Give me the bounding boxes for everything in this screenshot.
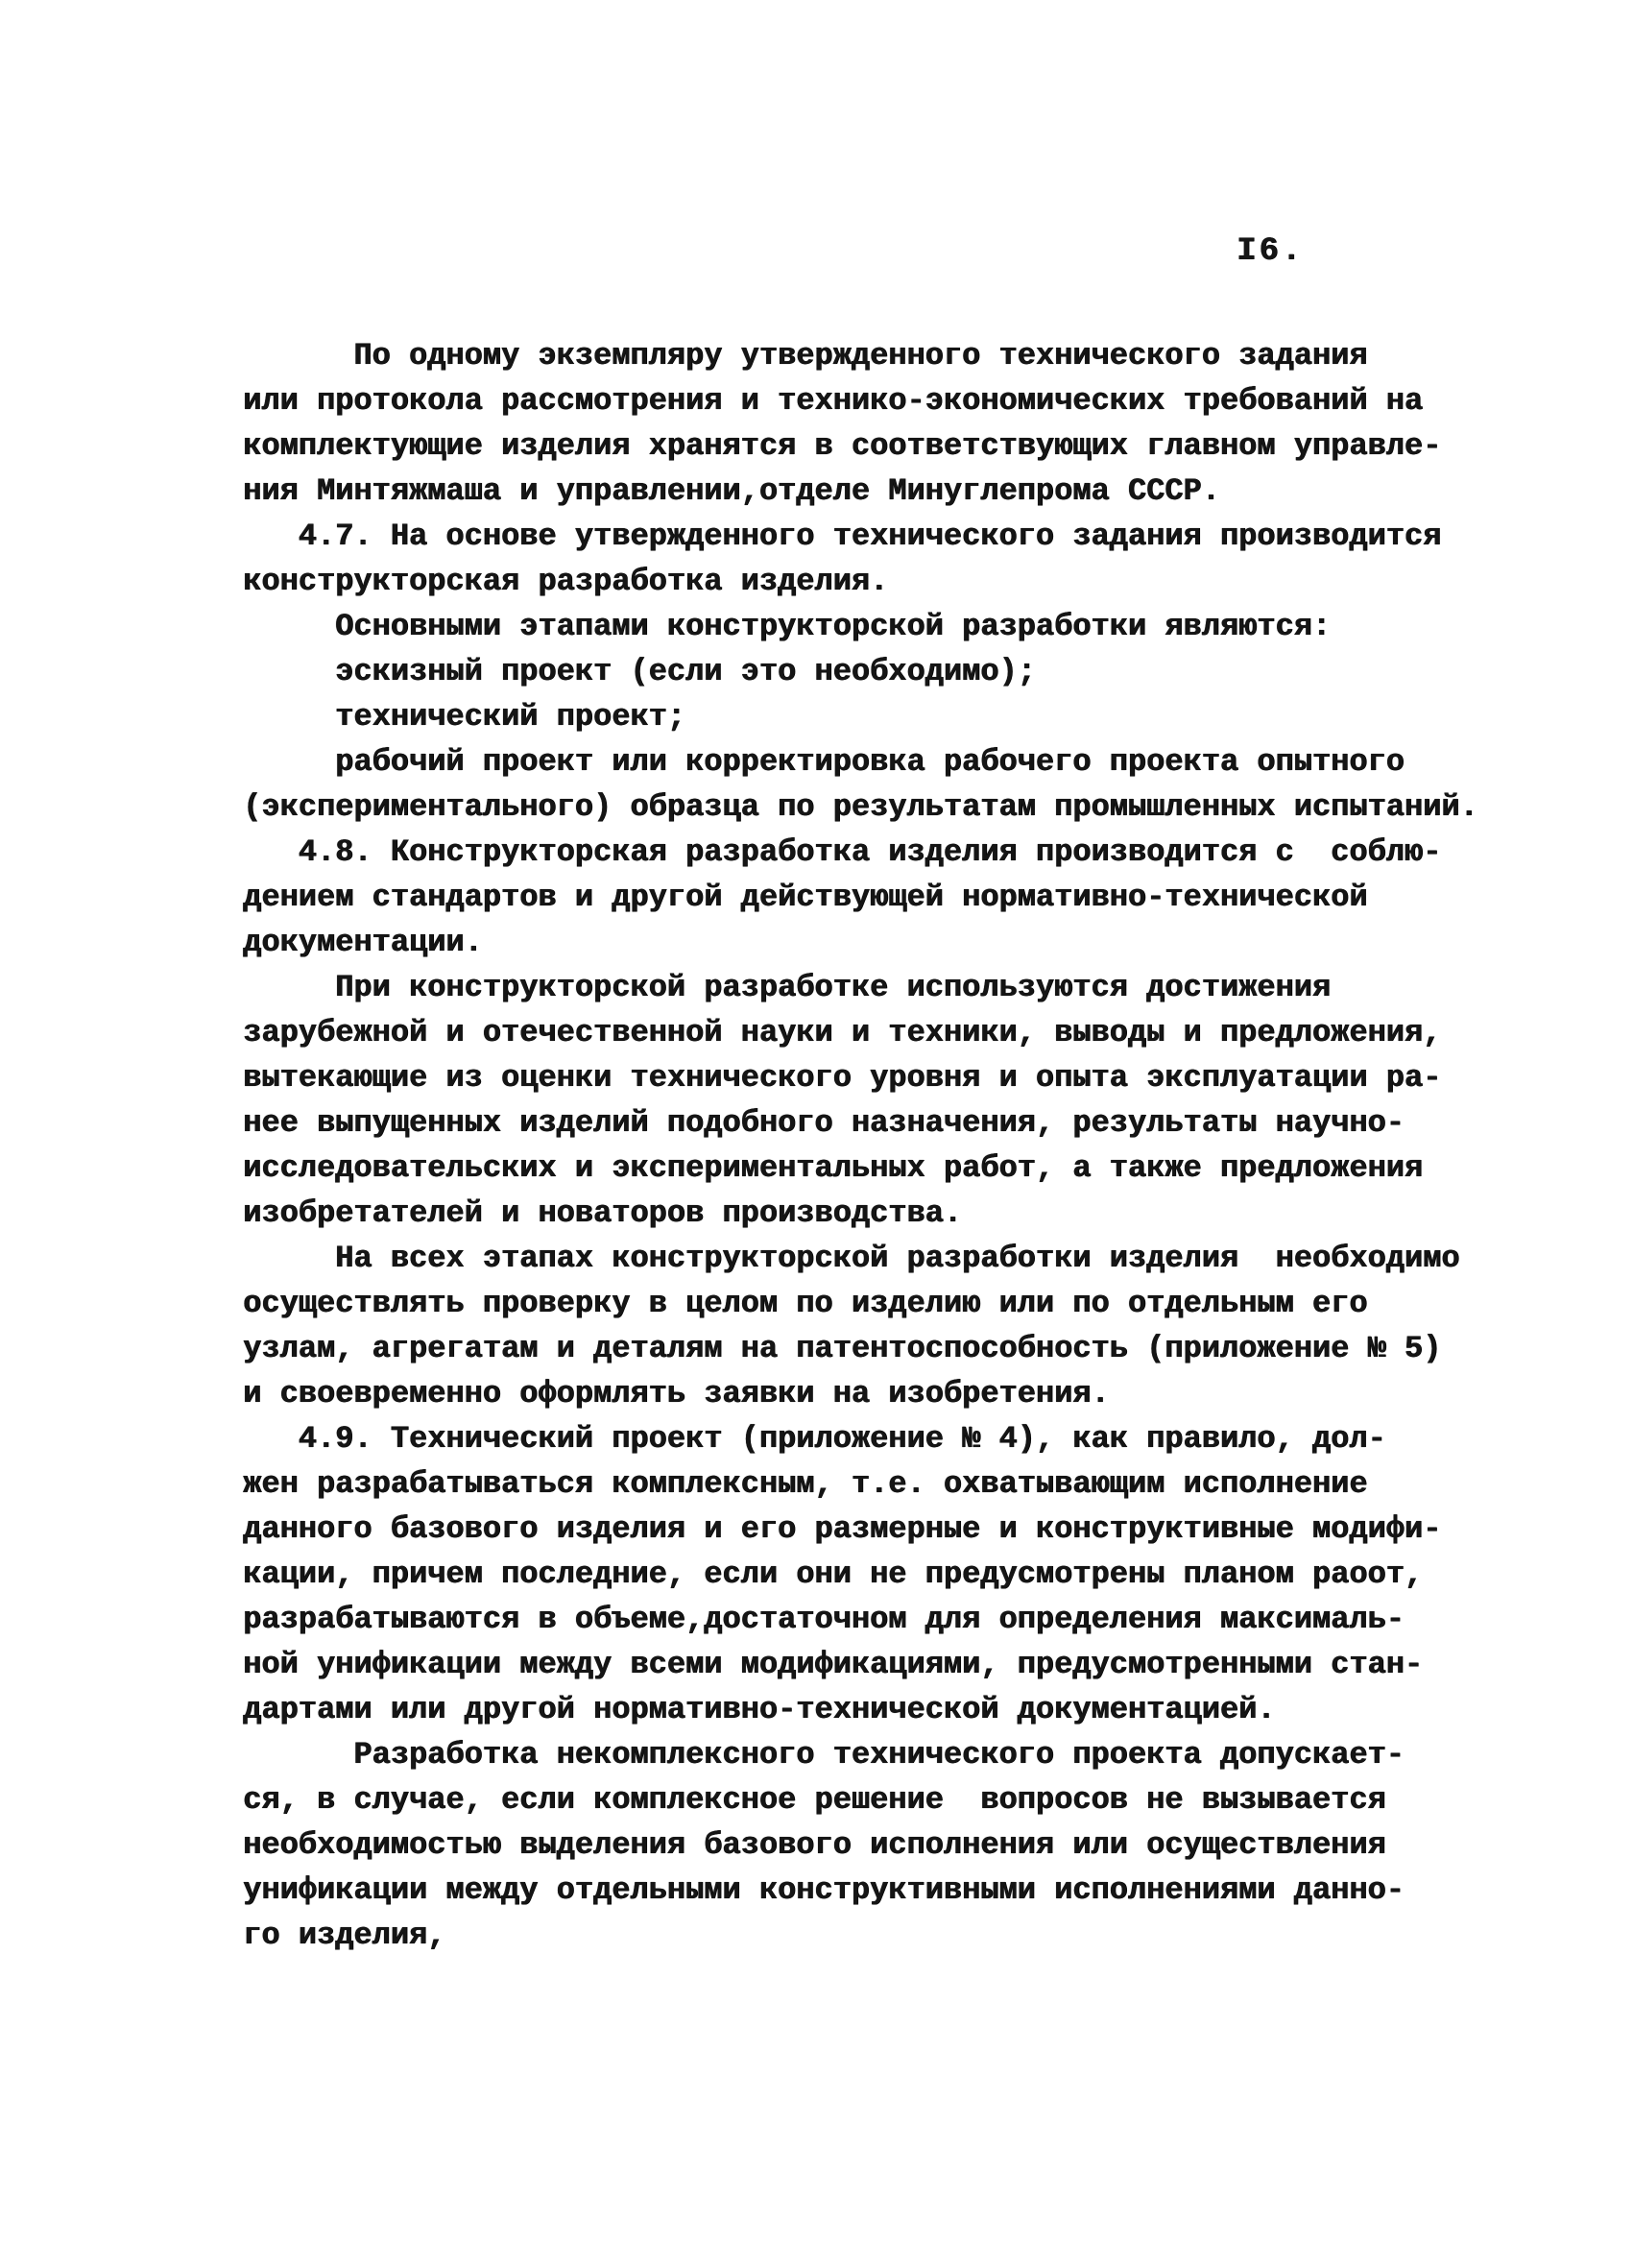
text-line: изобретателей и новаторов производства. xyxy=(243,1195,962,1231)
text-line: го изделия, xyxy=(243,1918,446,1953)
text-line: рабочий проект или корректировка рабочего проекта опытного xyxy=(243,744,1405,780)
text-line: и своевременно оформлять заявки на изобретения. xyxy=(243,1376,1110,1411)
text-line: исследовательских и экспериментальных работ, а также предложения xyxy=(243,1150,1423,1186)
text-line: По одному экземпляру утвержденного технического задания xyxy=(243,338,1368,374)
text-line: разрабатываются в объеме,достаточном для определения максималь- xyxy=(243,1602,1405,1637)
text-line: комплектующие изделия хранятся в соответствующих главном управле- xyxy=(243,428,1442,464)
text-line: осуществлять проверку в целом по изделию или по отдельным его xyxy=(243,1286,1368,1321)
text-line: технический проект; xyxy=(243,699,685,735)
text-line: Разработка некомплексного технического проекта допускает- xyxy=(243,1737,1405,1773)
text-line: ся, в случае, если комплексное решение вопросов не вызывается xyxy=(243,1782,1386,1818)
typewritten-text-block xyxy=(243,333,1520,1958)
text-line: ной унификации между всеми модификациями, предусмотренными стан- xyxy=(243,1647,1423,1682)
text-line: При конструкторской разработке используются достижения xyxy=(243,970,1331,1005)
text-line: нее выпущенных изделий подобного назначения, результаты научно- xyxy=(243,1105,1405,1141)
text-line: документации. xyxy=(243,925,483,960)
page-number: I6. xyxy=(1237,233,1305,270)
text-line: необходимостью выделения базового исполнения или осуществления xyxy=(243,1827,1386,1863)
text-line: конструкторская разработка изделия. xyxy=(243,564,889,599)
text-line: дением стандартов и другой действующей нормативно-технической xyxy=(243,880,1368,915)
text-line: зарубежной и отечественной науки и техники, выводы и предложения, xyxy=(243,1015,1442,1050)
text-line: кации, причем последние, если они не предусмотрены планом раоот, xyxy=(243,1556,1423,1592)
text-line: унификации между отдельными конструктивными исполнениями данно- xyxy=(243,1872,1405,1908)
text-line: ния Минтяжмаша и управлении,отделе Минуглепрома СССР. xyxy=(243,473,1220,509)
text-line: Основными этапами конструкторской разработки являются: xyxy=(243,609,1331,644)
text-line: узлам, агрегатам и деталям на патентоспособность (приложение № 5) xyxy=(243,1331,1442,1366)
text-line: жен разрабатываться комплексным, т.е. охватывающим исполнение xyxy=(243,1466,1368,1502)
text-line: или протокола рассмотрения и технико-экономических требований на xyxy=(243,383,1423,419)
text-line: 4.9. Технический проект (приложение № 4), как правило, дол- xyxy=(243,1421,1386,1457)
text-line: 4.8. Конструкторская разработка изделия производится с соблю- xyxy=(243,834,1442,870)
text-line: 4.7. На основе утвержденного технического задания производится xyxy=(243,519,1442,554)
text-line: данного базового изделия и его размерные и конструктивные модифи- xyxy=(243,1511,1442,1547)
text-line: дартами или другой нормативно-технической документацией. xyxy=(243,1692,1276,1727)
text-line: (экспериментального) образца по результатам промышленных испытаний. xyxy=(243,789,1478,825)
text-line: эскизный проект (если это необходимо); xyxy=(243,654,1036,689)
text-line: На всех этапах конструкторской разработки изделия необходимо xyxy=(243,1241,1460,1276)
text-line: вытекающие из оценки технического уровня и опыта эксплуатации ра- xyxy=(243,1060,1442,1096)
